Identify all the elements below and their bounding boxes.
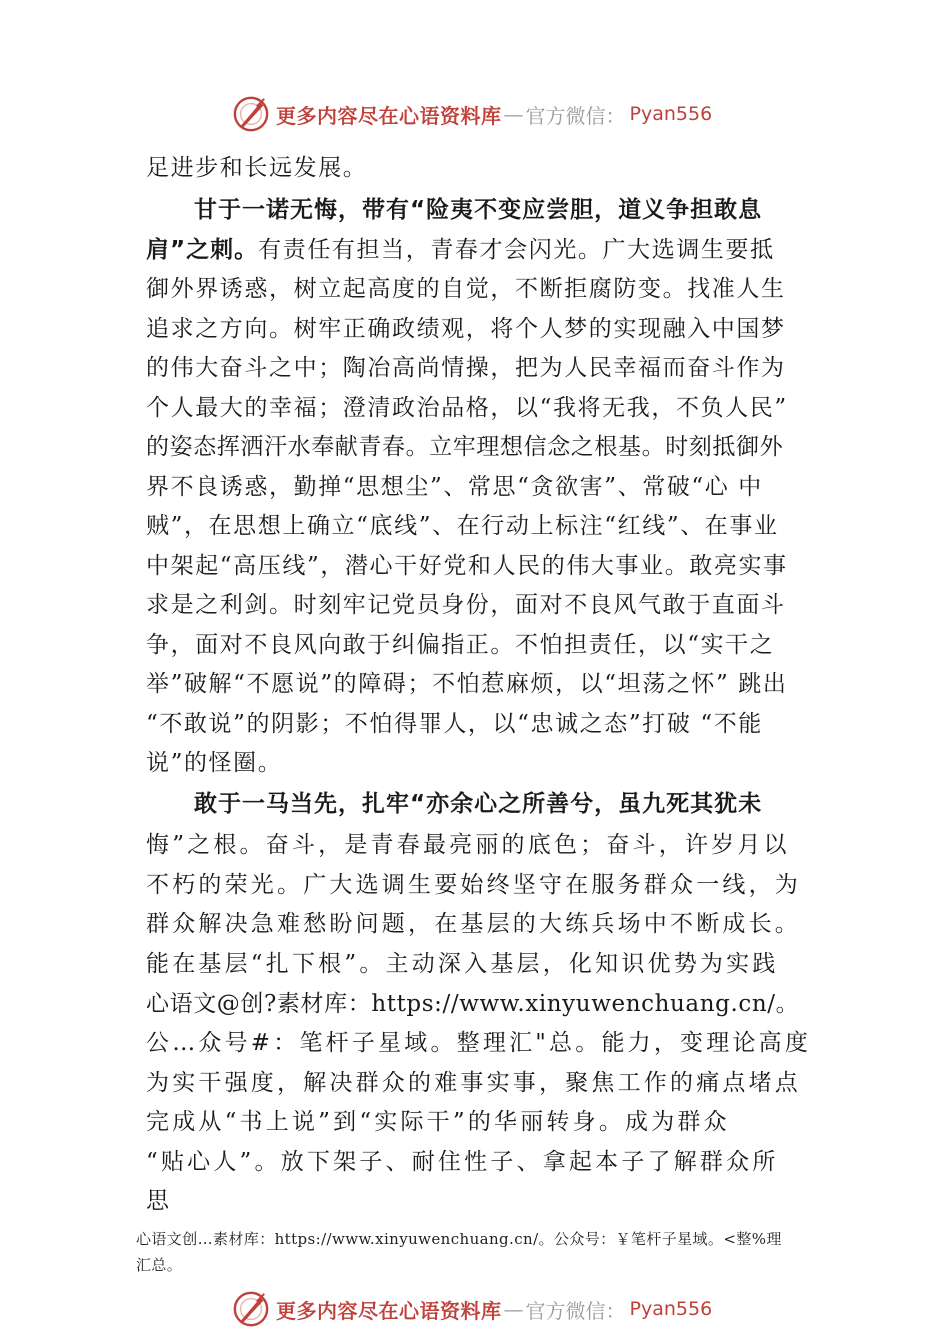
text-line: 贼”，在思想上确立“底线”、在行动上标注“红线”、在事业 (146, 513, 779, 539)
banner-title: 更多内容尽在心语资料库 (276, 103, 502, 128)
text-line: 举”破解“不愿说”的障碍；不怕惹麻烦，以“坦荡之怀” 跳出 (146, 671, 788, 697)
quill-pen-logo-icon (232, 95, 270, 133)
text-line: 心语文@创?素材库：https://www.xinyuwenchuang.cn/。 (146, 991, 800, 1017)
footnote-line: 汇总。 (136, 1256, 183, 1274)
text-line: 思 (146, 1188, 171, 1214)
paragraph-heading: 敢于一马当先，扎牢“亦余心之所善兮，虽九死其犹未 (194, 791, 763, 817)
text-line: 肩”之刺。有责任有担当，青春才会闪光。广大选调生要抵 (146, 237, 775, 263)
text-line: 界不良诱惑，勤掸“思想尘”、常思“贪欲害”、常破“心 中 (146, 474, 763, 500)
text-line: 群众解决急难愁盼问题，在基层的大练兵场中不断成长。 (146, 911, 801, 937)
footer-wechat-id: Pyan556 (629, 1298, 713, 1320)
text-line: 不朽的荣光。广大选调生要始终坚守在服务群众一线，为 (146, 872, 801, 898)
text-line: 足进步和长远发展。 (146, 155, 368, 181)
quill-pen-logo-icon (232, 1290, 270, 1328)
text-line: 追求之方向。树牢正确政绩观，将个人梦的实现融入中国梦 (146, 316, 786, 342)
text-line: 完成从“书上说”到“实际干”的华丽转身。成为群众 (146, 1109, 730, 1135)
text-line: 悔”之根。奋斗，是青春最亮丽的底色；奋斗，许岁月以 (146, 832, 790, 858)
text-line: “贴心人”。放下架子、耐住性子、拿起本子了解群众所 (146, 1149, 779, 1175)
header-banner (232, 92, 752, 136)
banner-wechat-label: 官方微信： (525, 103, 626, 128)
text-line: 说”的怪圈。 (146, 750, 283, 776)
footer-banner-title: 更多内容尽在心语资料库 (276, 1298, 502, 1323)
text-line: 争，面对不良风向敢于纠偏指正。不怕担责任，以“实干之 (146, 632, 775, 658)
footnote (136, 1226, 836, 1278)
text-line: 求是之利剑。时刻牢记党员身份，面对不良风气敢于直面斗 (146, 592, 786, 618)
text-line: 的伟大奋斗之中；陶冶高尚情操，把为人民幸福而奋斗作为 (146, 355, 786, 381)
text-line: “不敢说”的阴影；不怕得罪人，以“忠诚之态”打破 “不能 (146, 711, 763, 737)
footer-banner (232, 1287, 752, 1331)
text-line: 个人最大的幸福；澄清政治品格，以“我将无我，不负人民” (146, 395, 788, 421)
banner-wechat-id: Pyan556 (629, 103, 713, 125)
paragraph-heading: 甘于一诺无悔，带有“险夷不变应尝胆，道义争担敢息 (194, 197, 763, 223)
text-line: 公…众号#：笔杆子星域。整理汇"总。能力，变理论高度 (146, 1030, 812, 1056)
text-line: 的姿态挥洒汗水奉献青春。立牢理想信念之根基。时刻抵御外 (146, 434, 784, 460)
text-line: 能在基层“扎下根”。主动深入基层，化知识优势为实践 (146, 951, 779, 977)
footnote-line: 心语文创…素材库：https://www.xinyuwenchuang.cn/。公众号：￥笔杆子星域。<整%理 (136, 1230, 782, 1248)
footer-wechat-label: 官方微信： (525, 1298, 626, 1323)
text-line: 为实干强度，解决群众的难事实事，聚焦工作的痛点堵点 (146, 1070, 801, 1096)
text-line: 御外界诱惑，树立起高度的自觉，不断拒腐防变。找准人生 (146, 276, 786, 302)
footer-banner-separator: — (503, 1297, 524, 1321)
banner-separator: — (503, 102, 524, 126)
text-line: 中架起“高压线”，潜心干好党和人民的伟大事业。敢亮实事 (146, 553, 788, 579)
